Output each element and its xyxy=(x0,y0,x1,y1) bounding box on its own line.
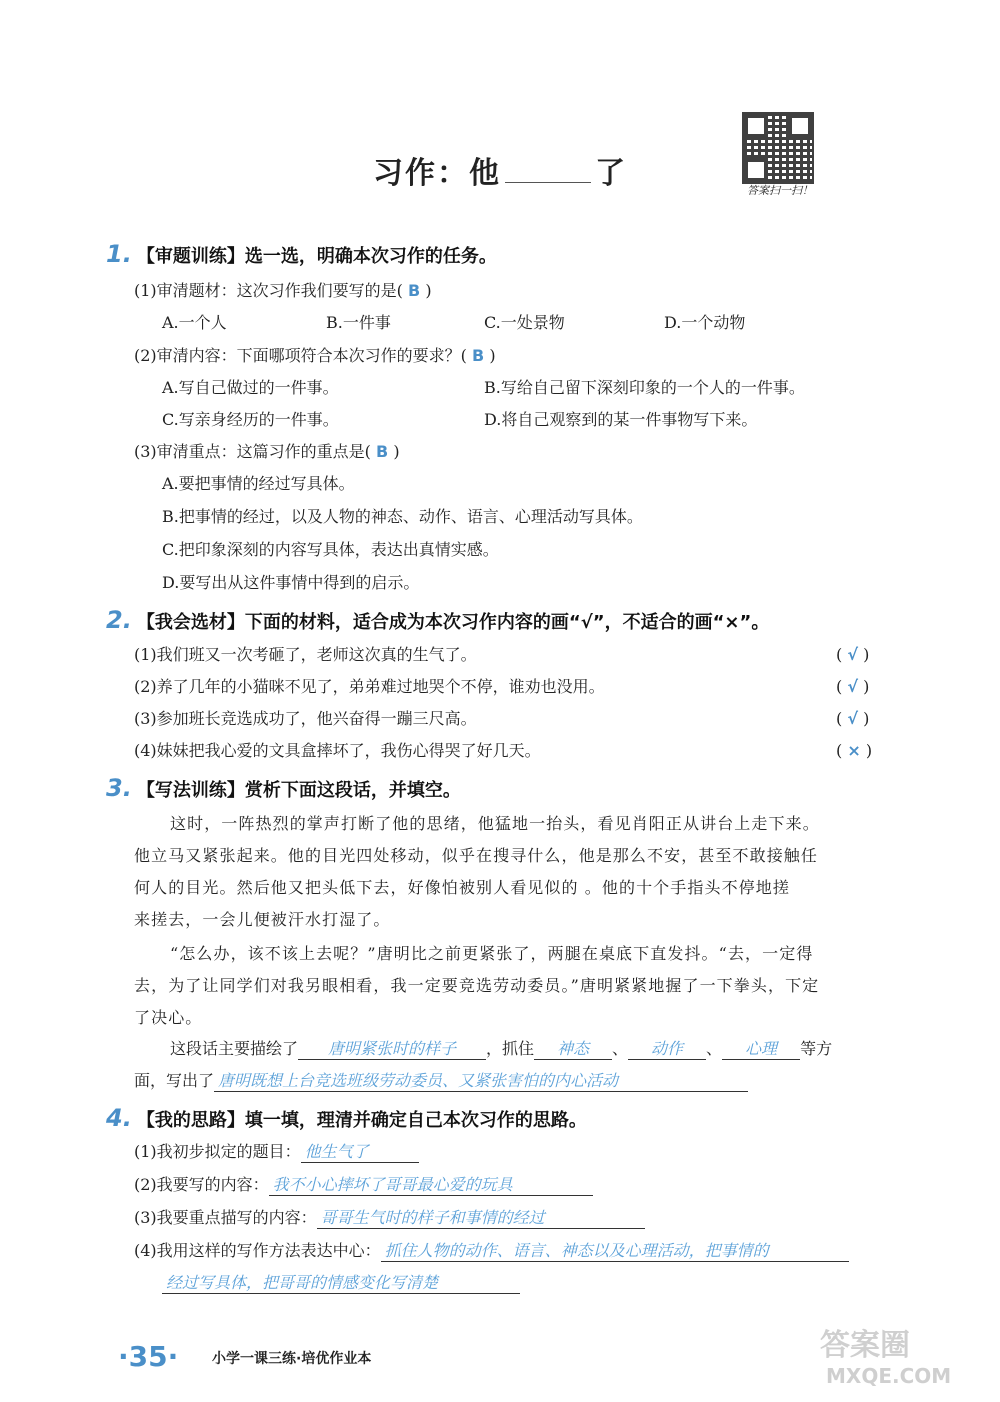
q1-sub2: (2)审清内容：下面哪项符合本次习作的要求？( B ) xyxy=(134,346,496,365)
option: B.一件事 xyxy=(326,313,391,332)
page-number: ·35· xyxy=(118,1340,179,1373)
check-slot: ( √ ) xyxy=(836,709,870,728)
passage-line: “怎么办，该不该上去呢？”唐明比之前更紧张了，两腿在桌底下直发抖。“去，一定得 xyxy=(170,944,814,963)
answer-mark: B xyxy=(376,442,389,461)
fill-blank[interactable]: 他生气了 xyxy=(301,1142,419,1163)
q4-sub4: (4)我用这样的写作方法表达中心： 抓住人物的动作、语言、神态以及心理活动，把事情的 xyxy=(134,1241,849,1262)
question-2-header xyxy=(106,606,769,634)
book-title: 小学一课三练·培优作业本 xyxy=(212,1351,372,1367)
passage-line: 来搓去，一会儿便被汗水打湿了。 xyxy=(134,910,391,929)
q4-sub4-cont xyxy=(162,1273,520,1294)
option: B.把事情的经过，以及人物的神态、动作、语言、心理活动写具体。 xyxy=(162,507,643,526)
list-item: (2)养了几年的小猫咪不见了，弟弟难过地哭个不停，谁劝也没用。 xyxy=(134,677,605,696)
q1-sub1: (1)审清题材：这次习作我们要写的是( B ) xyxy=(134,281,432,300)
passage-line: 了决心。 xyxy=(134,1008,203,1027)
qr-caption: 答案扫一扫！ xyxy=(747,184,813,197)
passage-line: 去，为了让同学们对我另眼相看，我一定要竞选劳动委员。”唐明紧紧地握了一下拳头，下定 xyxy=(134,976,820,995)
question-1-header xyxy=(106,240,497,268)
fill-blank[interactable]: 神态 xyxy=(534,1039,612,1060)
option: B.写给自己留下深刻印象的一个人的一件事。 xyxy=(484,378,805,397)
option: C.把印象深刻的内容写具体，表达出真情实感。 xyxy=(162,540,499,559)
fill-blank[interactable]: 唐明紧张时的样子 xyxy=(298,1039,486,1060)
q1-sub3: (3)审清重点：这篇习作的重点是( B ) xyxy=(134,442,400,461)
question-title: 【审题训练】选一选，明确本次习作的任务。 xyxy=(136,246,497,267)
title-prefix: 习作：他 xyxy=(373,156,501,191)
question-title: 【我的思路】填一填，理清并确定自己本次习作的思路。 xyxy=(136,1110,587,1131)
check-slot: ( × ) xyxy=(836,741,873,760)
option: D.一个动物 xyxy=(664,313,746,332)
passage-line: 他立马又紧张起来。他的目光四处移动，似乎在搜寻什么，他是那么不安，甚至不敢接触任 xyxy=(134,846,819,865)
answer-mark: B xyxy=(472,346,485,365)
fill-blank[interactable]: 心理 xyxy=(722,1039,800,1060)
option: C.写亲身经历的一件事。 xyxy=(162,410,339,429)
page-title xyxy=(0,148,1000,192)
fill-blank[interactable]: 我不小心摔坏了哥哥最心爱的玩具 xyxy=(269,1175,593,1196)
option: C.一处景物 xyxy=(484,313,565,332)
passage-line: 何人的目光。然后他又把头低下去，好像怕被别人看见似的 。他的十个手指头不停地搓 xyxy=(134,878,790,897)
q4-sub2: (2)我要写的内容： 我不小心摔坏了哥哥最心爱的玩具 xyxy=(134,1175,593,1196)
fill-blank[interactable]: 唐明既想上台竞选班级劳动委员、又紧张害怕的内心活动 xyxy=(214,1071,748,1092)
option: A.要把事情的经过写具体。 xyxy=(162,474,355,493)
option: A.一个人 xyxy=(162,313,227,332)
watermark-url: MXQE.COM xyxy=(826,1364,952,1388)
passage-line: 这时，一阵热烈的掌声打断了他的思绪，他猛地一抬头，看见肖阳正从讲台上走下来。 xyxy=(170,814,820,833)
list-item: (1)我们班又一次考砸了，老师这次真的生气了。 xyxy=(134,645,477,664)
question-3-header xyxy=(106,774,461,802)
list-item: (4)妹妹把我心爱的文具盒摔坏了，我伤心得哭了好几天。 xyxy=(134,741,541,760)
fill-blank[interactable]: 哥哥生气时的样子和事情的经过 xyxy=(317,1208,645,1229)
fill-line-1: 这段话主要描绘了 唐明紧张时的样子 ，抓住 神态 、 动作 、 心理 等方 xyxy=(170,1039,833,1058)
title-suffix: 了 xyxy=(595,156,627,191)
check-slot: ( √ ) xyxy=(836,645,870,664)
fill-blank[interactable]: 经过写具体，把哥哥的情感变化写清楚 xyxy=(162,1273,520,1294)
q4-sub3: (3)我要重点描写的内容： 哥哥生气时的样子和事情的经过 xyxy=(134,1208,645,1229)
watermark: 答案圈 xyxy=(820,1328,910,1363)
title-blank xyxy=(505,156,591,183)
question-number: 1. xyxy=(106,240,132,268)
q4-sub1: (1)我初步拟定的题目： 他生气了 xyxy=(134,1142,419,1163)
question-number: 3. xyxy=(106,774,132,802)
fill-blank[interactable]: 动作 xyxy=(628,1039,706,1060)
qr-code-icon[interactable] xyxy=(742,112,814,184)
option: D.将自己观察到的某一件事物写下来。 xyxy=(484,410,758,429)
list-item: (3)参加班长竞选成功了，他兴奋得一蹦三尺高。 xyxy=(134,709,477,728)
question-title: 【写法训练】赏析下面这段话，并填空。 xyxy=(136,780,461,801)
question-title: 【我会选材】下面的材料，适合成为本次习作内容的画“√”，不适合的画“×”。 xyxy=(136,612,770,633)
option: A.写自己做过的一件事。 xyxy=(162,378,339,397)
fill-line-2: 面，写出了 唐明既想上台竞选班级劳动委员、又紧张害怕的内心活动 xyxy=(134,1071,748,1092)
option: D.要写出从这件事情中得到的启示。 xyxy=(162,573,420,592)
question-number: 2. xyxy=(106,606,132,634)
fill-blank[interactable]: 抓住人物的动作、语言、神态以及心理活动，把事情的 xyxy=(381,1241,849,1262)
question-4-header xyxy=(106,1104,587,1132)
question-number: 4. xyxy=(106,1104,132,1132)
check-slot: ( √ ) xyxy=(836,677,870,696)
answer-mark: B xyxy=(408,281,421,300)
